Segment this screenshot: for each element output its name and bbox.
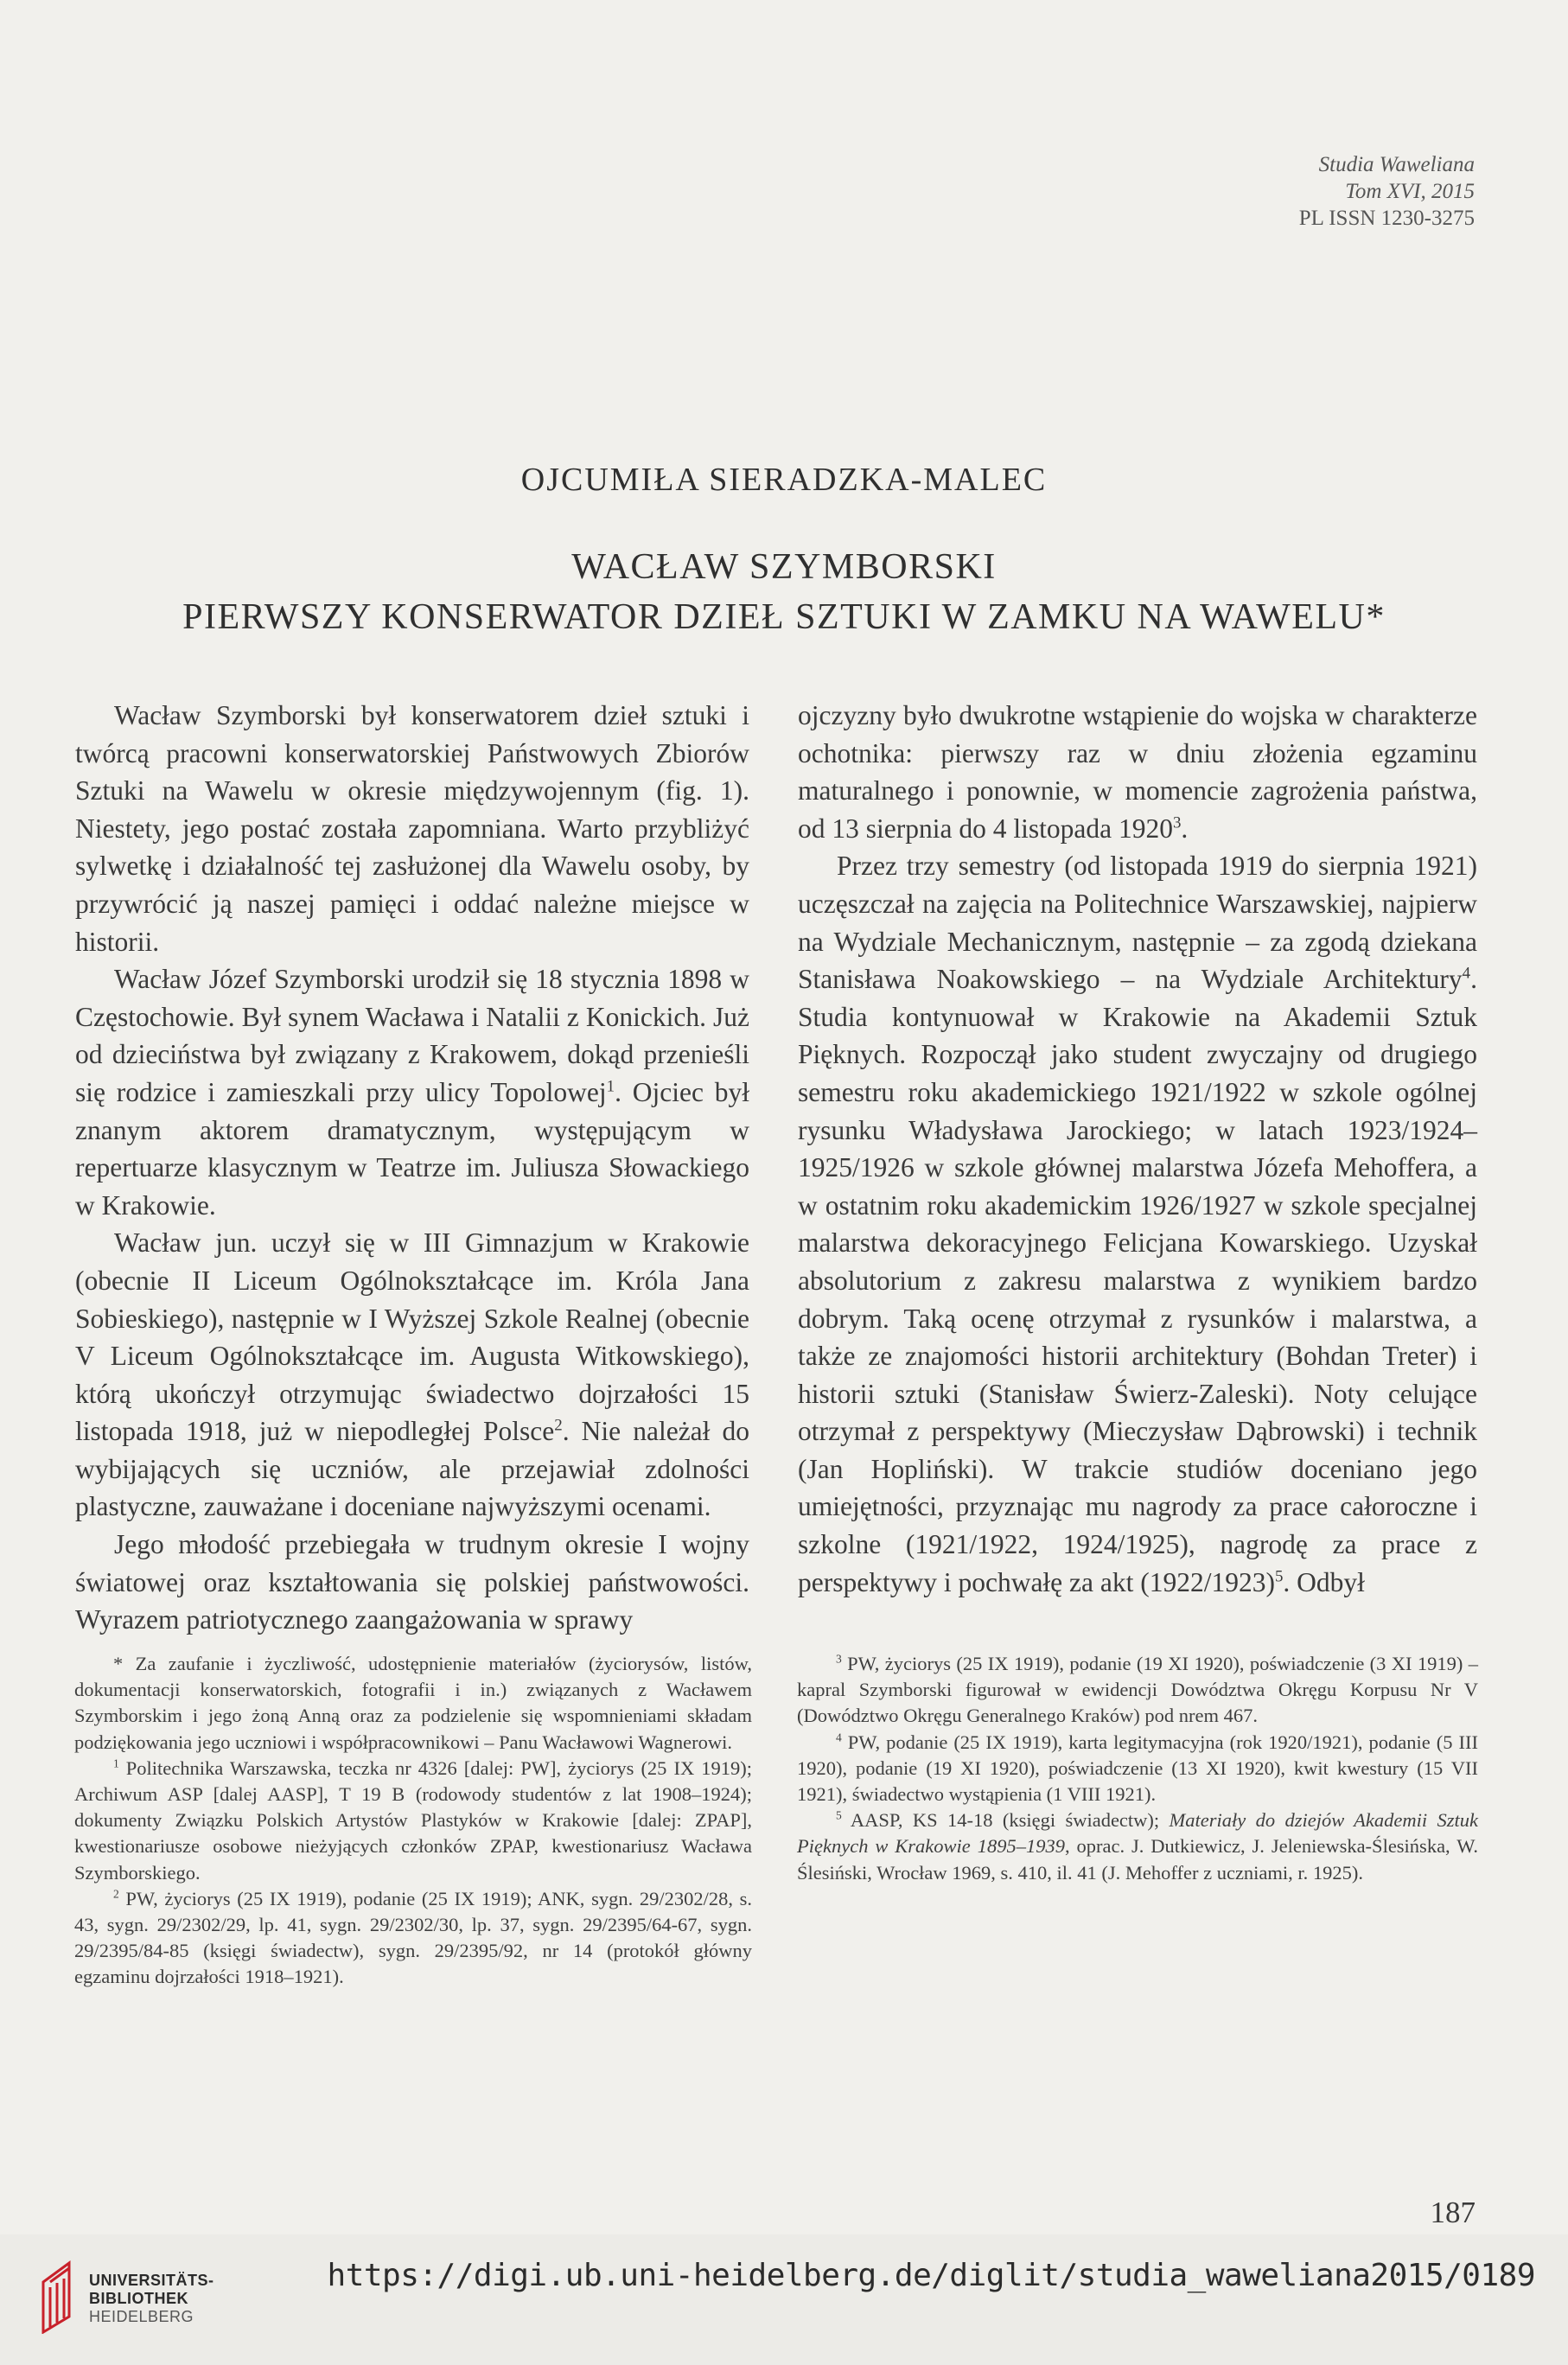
source-url-link[interactable]: https://digi.ub.uni-heidelberg.de/diglit/studia_waweliana2015/0189 [327,2258,1535,2293]
footnote-ref[interactable]: 4 [1462,964,1471,983]
journal-name: Studia Waweliana [1318,153,1475,176]
article-author: OJCUMIŁA SIERADZKA-MALEC [520,462,1048,498]
page-number: 187 [1430,2196,1476,2229]
paragraph: Jego młodość przebiegała w trudnym okresie I wojny światowej oraz kształtowania się polskiej państwowości. Wyrazem patriotycznego zaangażowania w sprawy [75,1529,749,1635]
paragraph: Wacław jun. uczył się w III Gimnazjum w Krakowie (obecnie II Liceum Ogólnokształcące im. Króla Jana Sobieskiego), następnie w I Wyższej Szkole Realnej (obecnie V Liceum Ogólnokształcące im. Augusta Witkowskiego), którą ukończył otrzymując świadectwo dojrzałości 15 listopada 1918, już w niepodległej Polsce$^2$. Nie należał do wybijających się uczniów, ale przejawiał zdolności plastyczne, zauważane i doceniane najwyższymi ocenami. [75,1227,749,1522]
university-library-logo-icon [26,2256,99,2334]
digitization-footer [0,2234,1568,2365]
footnote-1: $^1$ Politechnika Warszawska, teczka nr 4326 [dalej: PW], życiorys (25 IX 1919); Archiwum ASP [dalej AASP], T 19 B (rodowody studentów z lat 1908–1924); dokumenty Związku Polskich Artystów Plastyków w Krakowie [dalej: ZPAP], kwestionariusze osobowe nieżyjących członków ZPAP, kwestionariusz Wacława Szymborskiego. [74,1756,752,1884]
library-name: UNIVERSITÄTS- BIBLIOTHEK HEIDELBERG [89,2272,214,2325]
footnote-ref[interactable]: 2 [554,1416,563,1435]
footnote-4: $^4$ PW, podanie (25 IX 1919), karta legitymacyjna (rok 1920/1921), podanie (5 III 1920), podanie (19 XI 1920), poświadczenie (13 XI 1920), kwit kwestury (15 VII 1921), świadectwo wystąpienia (1 VIII 1921). [797,1731,1478,1806]
article-title-line1: WACŁAW SZYMBORSKI [571,547,997,587]
footnote-2: $^2$ PW, życiorys (25 IX 1919), podanie (25 IX 1919); ANK, sygn. 29/2302/28, s. 43, sygn. 29/2302/29, lp. 41, sygn. 29/2302/30, lp. 37, sygn. 29/2395/64-67, sygn. 29/2395/84-85 (księgi świadectw), sygn. 29/2395/92, nr 14 (protokół główny egzaminu dojrzałości 1918–1921). [74,1887,752,1988]
footnote-ref[interactable]: 1 [606,1077,615,1096]
paragraph: Wacław Szymborski był konserwatorem dzieł sztuki i twórcą pracowni konserwatorskiej Państwowych Zbiorów Sztuki na Wawelu w okresie międzywojennym (fig. 1). Niestety, jego postać została zapomniana. Warto przybliżyć sylwetkę i działalność tej zasłużonej dla Wawelu osoby, by przywrócić ją naszej pamięci i oddać należne miejsce w historii. [75,700,749,957]
footnotes-left [74,1651,752,1991]
journal-issn: PL ISSN 1230-3275 [1298,207,1475,230]
article-title [0,542,1568,642]
footnote-3: $^3$ PW, życiorys (25 IX 1919), podanie (19 XI 1920), poświadczenie (3 XI 1919) – kapral Szymborski figurował w ewidencji Dowództwa Okręgu Korpusu Nr V (Dowództwo Okręgu Generalnego Kraków) pod nrem 467. [797,1652,1478,1727]
footnote-ref[interactable]: 5 [1274,1567,1284,1586]
journal-header [1299,151,1475,232]
paragraph: ojczyzny było dwukrotne wstąpienie do wojska w charakterze ochotnika: pierwszy raz w dniu złożenia egzaminu maturalnego i ponownie, w momencie zagrożenia państwa, od 13 sierpnia do 4 listopada 1920$^3$. [798,700,1477,844]
body-column-right [798,697,1477,1601]
paragraph: Wacław Józef Szymborski urodził się 18 stycznia 1898 w Częstochowie. Był synem Wacława i Natalii z Konickich. Już od dzieciństwa był związany z Krakowem, dokąd przenieśli się rodzice i zamieszkali przy ulicy Topolowej$^1$. Ojciec był znanym aktorem dramatycznym, występującym w repertuarze klasycznym w Teatrze im. Juliusza Słowackiego w Krakowie. [75,964,749,1221]
journal-volume: Tom XVI, 2015 [1345,180,1475,203]
article-title-line2: PIERWSZY KONSERWATOR DZIEŁ SZTUKI W ZAMKU NA WAWELU* [182,597,1386,637]
body-column-left [75,697,749,1639]
footnote-ref[interactable]: 3 [1172,813,1182,832]
footnotes-right [797,1651,1478,1886]
paragraph: Przez trzy semestry (od listopada 1919 do sierpnia 1921) uczęszczał na zajęcia na Politechnice Warszawskiej, najpierw na Wydziale Mechanicznym, następnie – za zgodą dziekana Stanisława Noakowskiego – na Wydziale Architektury$^4$. Studia kontynuował w Krakowie na Akademii Sztuk Pięknych. Rozpoczął jako student zwyczajny od drugiego semestru roku akademickiego 1921/1922 w szkole ogólnej rysunku Władysława Jarockiego; w latach 1923/1924–1925/1926 w szkole głównej malarstwa Józefa Mehoffera, a w ostatnim roku akademickim 1926/1927 w szkole specjalnej malarstwa dekoracyjnego Felicjana Kowarskiego. Uzyskał absolutorium z zakresu malarstwa z wynikiem bardzo dobrym. Taką ocenę otrzymał z rysunków i malarstwa, a także ze znajomości historii architektury (Bohdan Treter) i historii sztuki (Stanisław Świerz-Zaleski). Noty celujące otrzymał z perspektywy (Mieczysław Dąbrowski) i technik (Jan Hopliński). W trakcie studiów doceniano jego umiejętności, przyznając mu nagrody za prace całoroczne i szkolne (1921/1922, 1924/1925), nagrodę za prace z perspektywy i pochwałę za akt $(1922/1923)^5$. Odbył [798,851,1477,1597]
footnote-5: $^5$ AASP, KS 14-18 (księgi świadectw); Materiały do dziejów Akademii Sztuk Pięknych w Krakowie 1895–1939, oprac. J. Dutkiewicz, J. Jeleniewska-Ślesińska, W. Ślesiński, Wrocław 1969, s. 410, il. 41 (J. Mehoffer z uczniami, r. 1925). [797,1808,1478,1884]
footnote-star: * Za zaufanie i życzliwość, udostępnienie materiałów (życiorysów, listów, dokumentacji konserwatorskich, fotografii i in.) związanych z Wacławem Szymborskim i jego żoną Anną oraz za podzielenie się wspomnieniami składam podziękowania jego uczniowi i współpracownikowi – Panu Wacławowi Wagnerowi. [74,1653,752,1753]
